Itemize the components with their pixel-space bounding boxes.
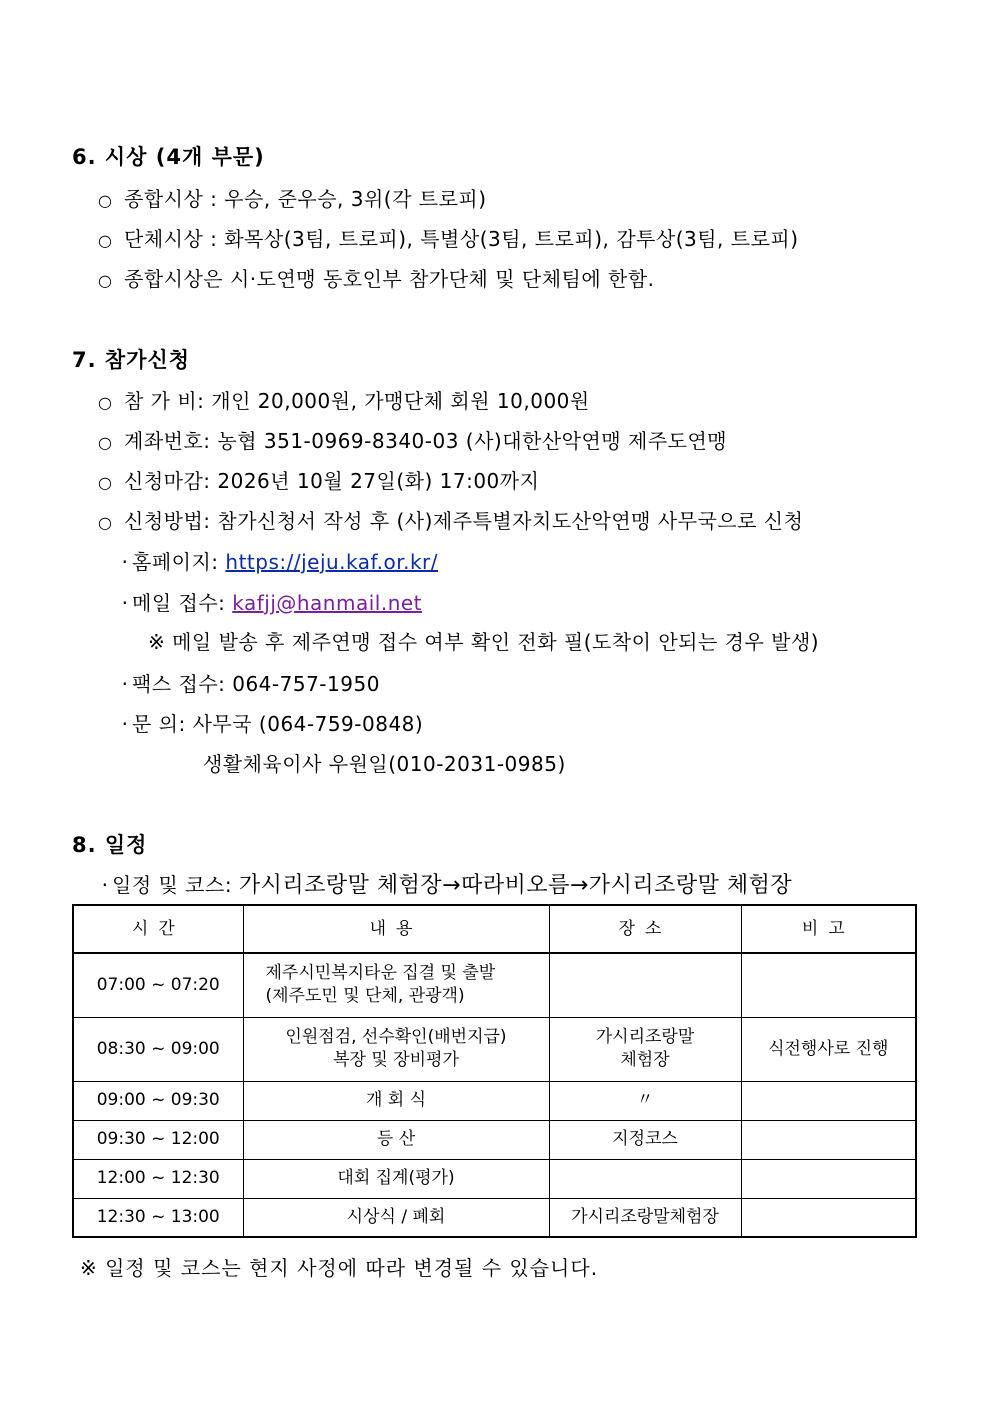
content-cell: 등 산 [243,1120,549,1159]
time-cell: 09:00 ~ 09:30 [73,1081,243,1120]
table-row [73,953,916,1017]
mail-line: · 메일 접수: kafjj@hanmail.net [118,587,422,616]
circle-bullet-icon: ○ [98,433,113,452]
schedule-footnote: ※ 일정 및 코스는 현지 사정에 따라 변경될 수 있습니다. [80,1256,599,1280]
circle-bullet-icon: ○ [98,271,113,290]
schedule-table [72,904,917,1238]
inquiry-contact: 생활체육이사 우원일(010-2031-0985) [203,752,566,776]
dot-bullet-icon: · [121,591,129,615]
circle-bullet-icon: ○ [98,393,113,412]
section-8-title: 8. 일정 [72,833,148,857]
circle-bullet-icon: ○ [98,513,113,532]
content-cell: 시상식 / 폐회 [243,1198,549,1237]
course-line: · 일정 및 코스: 가시리조랑말 체험장→따라비오름→가시리조랑말 체험장 [98,868,792,899]
table-row [73,1017,916,1081]
award-item-eligibility: ○ 종합시상은 시·도연맹 동호인부 참가단체 및 단체팀에 한함. [98,267,655,291]
note-cell [741,1198,916,1237]
place-cell: 지정코스 [549,1120,741,1159]
place-cell: 가시리조랑말체험장 [549,1198,741,1237]
dot-bullet-icon: · [121,672,129,696]
time-cell: 12:30 ~ 13:00 [73,1198,243,1237]
header-time: 시간 [73,905,243,953]
homepage-line: · 홈페이지: https://jeju.kaf.or.kr/ [118,546,438,575]
content-cell: 대회 집계(평가) [243,1159,549,1198]
time-cell: 07:00 ~ 07:20 [73,953,243,1017]
note-cell [741,953,916,1017]
note-cell [741,1081,916,1120]
content-cell: 제주시민복지타운 집결 및 출발 (제주도민 및 단체, 관광객) [243,953,549,1017]
place-cell [549,1159,741,1198]
circle-bullet-icon: ○ [98,191,113,210]
table-row [73,1159,916,1198]
time-cell: 09:30 ~ 12:00 [73,1120,243,1159]
deadline-line: ○ 신청마감: 2026년 10월 27일(화) 17:00까지 [98,469,540,493]
mail-link[interactable]: kafjj@hanmail.net [232,591,423,615]
header-note: 비고 [741,905,916,953]
account-line: ○ 계좌번호: 농협 351-0969-8340-03 (사)대한산악연맹 제주도연맹 [98,429,728,453]
award-item-overall: ○ 종합시상 : 우승, 준우승, 3위(각 트로피) [98,187,487,211]
note-cell [741,1159,916,1198]
mail-note: ※ 메일 발송 후 제주연맹 접수 여부 확인 전화 필(도착이 안되는 경우 발생) [148,630,820,654]
table-row [73,1120,916,1159]
award-item-group: ○ 단체시상 : 화목상(3팀, 트로피), 특별상(3팀, 트로피), 감투상(3팀, 트로피) [98,227,799,251]
table-header-row [73,905,916,953]
section-7-title: 7. 참가신청 [72,348,191,372]
homepage-link[interactable]: https://jeju.kaf.or.kr/ [225,550,438,574]
time-cell: 08:30 ~ 09:00 [73,1017,243,1081]
dot-bullet-icon: · [101,873,109,897]
note-cell [741,1120,916,1159]
content-cell: 인원점검, 선수확인(배번지급) 복장 및 장비평가 [243,1017,549,1081]
table-row [73,1198,916,1237]
note-cell: 식전행사로 진행 [741,1017,916,1081]
fee-line: ○ 참 가 비: 개인 20,000원, 가맹단체 회원 10,000원 [98,389,590,413]
inquiry-line: · 문 의: 사무국 (064-759-0848) [118,708,423,737]
place-cell: 가시리조랑말 체험장 [549,1017,741,1081]
dot-bullet-icon: · [121,712,129,736]
circle-bullet-icon: ○ [98,473,113,492]
table-row [73,1081,916,1120]
method-line: ○ 신청방법: 참가신청서 작성 후 (사)제주특별자치도산악연맹 사무국으로 신청 [98,509,804,533]
dot-bullet-icon: · [121,550,129,574]
place-cell: 〃 [549,1081,741,1120]
time-cell: 12:00 ~ 12:30 [73,1159,243,1198]
header-content: 내용 [243,905,549,953]
place-cell [549,953,741,1017]
fax-line: · 팩스 접수: 064-757-1950 [118,668,380,697]
content-cell: 개 회 식 [243,1081,549,1120]
circle-bullet-icon: ○ [98,231,113,250]
header-place: 장소 [549,905,741,953]
section-6-title: 6. 시상 (4개 부문) [72,145,265,169]
